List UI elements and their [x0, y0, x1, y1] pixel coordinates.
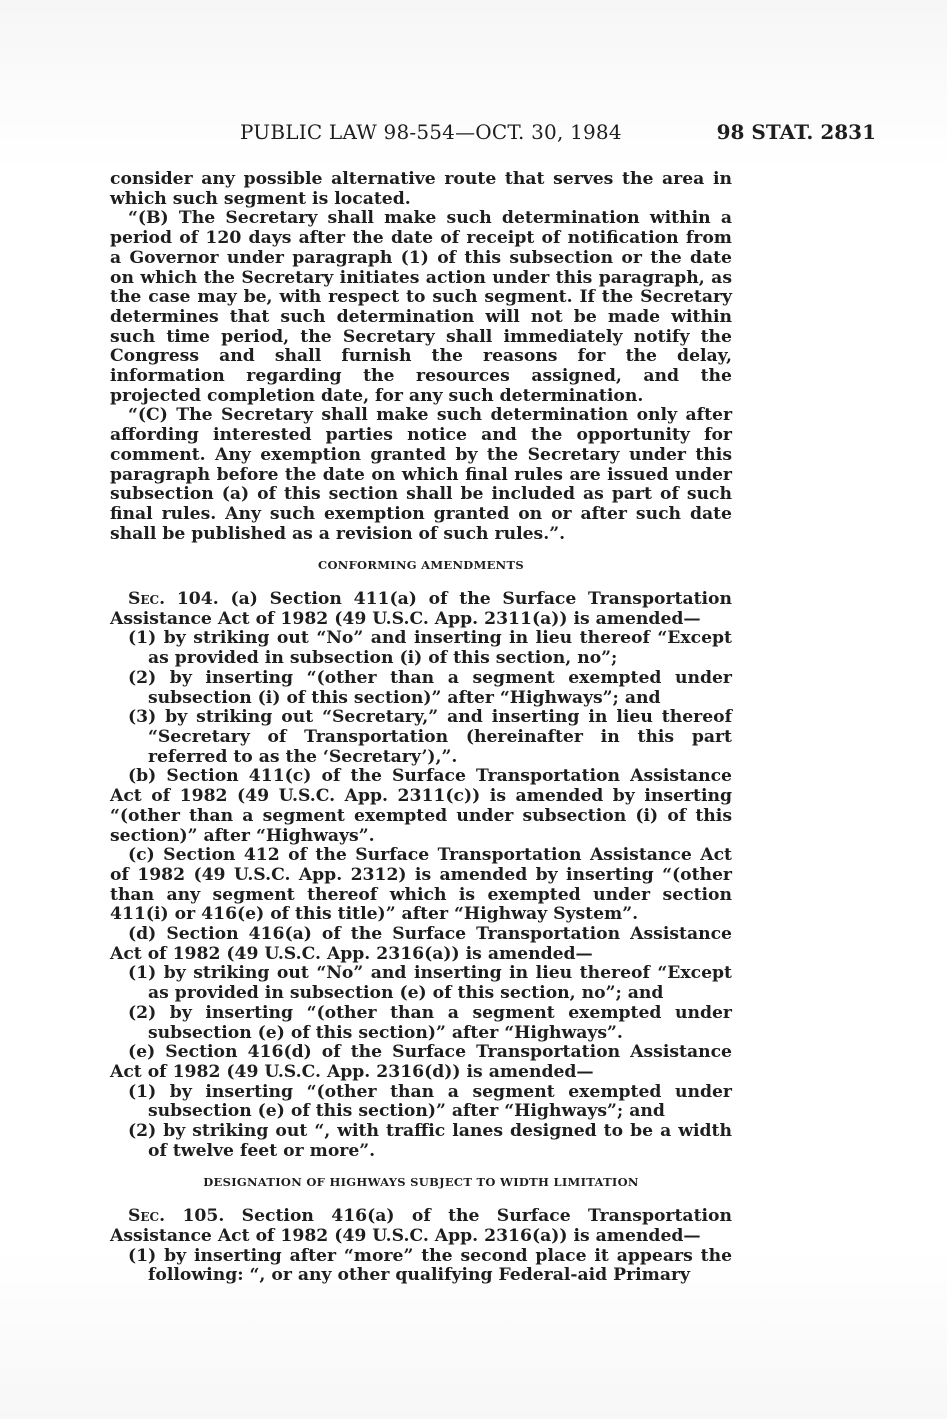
section-105-intro	[110, 1207, 732, 1246]
body-text	[110, 170, 732, 1286]
paragraph-c: “(C) The Secretary shall make such determination only after affording interested parties notice and the opportunity for comment. Any exemption granted by the Secretary under this paragraph before the date on which final rules are issued under subsection (a) of this section shall be included as part of such final rules. Any such exemption granted on or after such date shall be published as a revision of such rules.”.	[110, 405, 732, 544]
section-105-item: (1) by inserting after “more” the second place it appears the following: “, or any other qualifying Federal-aid Primary	[128, 1245, 732, 1286]
section-104-a-text: (a) Section 411(a) of the Surface Transportation Assistance Act of 1982 (49 U.S.C. App. 2311(a)) is amended—	[110, 589, 733, 629]
section-104-d-item: (2) by inserting “(other than a segment exempted under subsection (e) of this section)” after “Highways”.	[128, 1002, 732, 1043]
section-104-b: (b) Section 411(c) of the Surface Transportation Assistance Act of 1982 (49 U.S.C. App. 2311(c)) is amended by inserting “(other than a segment exempted under subsection (i) of this section)” after “Highways”.	[110, 766, 732, 846]
section-104-e: (e) Section 416(d) of the Surface Transportation Assistance Act of 1982 (49 U.S.C. App. 2316(d)) is amended—	[110, 1042, 732, 1082]
section-105-label: Sec. 105.	[128, 1206, 225, 1227]
running-head: PUBLIC LAW 98-554—OCT. 30, 1984	[240, 120, 622, 144]
section-104-heading: CONFORMING AMENDMENTS	[318, 558, 524, 573]
section-104-e-item: (1) by inserting “(other than a segment exempted under subsection (e) of this section)” after “Highways”; and	[128, 1081, 732, 1122]
paragraph-b: “(B) The Secretary shall make such determination within a period of 120 days after the date of receipt of notification from a Governor under paragraph (1) of this subsection or the date on which the Secretary initiates action under this paragraph, as the case may be, with respect to such segment. If the Secretary determines that such determination will not be made within such time period, the Secretary shall immediately notify the Congress and shall furnish the reasons for the delay, information regarding the resources assigned, and the projected completion date, for any such determination.	[110, 208, 732, 406]
stat-citation: 98 STAT. 2831	[716, 120, 876, 144]
section-104-d: (d) Section 416(a) of the Surface Transportation Assistance Act of 1982 (49 U.S.C. App. 2316(a)) is amended—	[110, 924, 732, 964]
section-104-a-item: (2) by inserting “(other than a segment exempted under subsection (i) of this section)” after “Highways”; and	[128, 667, 732, 708]
section-104-c: (c) Section 412 of the Surface Transportation Assistance Act of 1982 (49 U.S.C. App. 2312) is amended by inserting “(other than any segment thereof which is exempted under section 411(i) or 416(e) of this title)” after “Highway System”.	[110, 845, 732, 925]
section-104-d-item: (1) by striking out “No” and inserting in lieu thereof “Except as provided in subsection (e) of this section, no”; and	[128, 963, 732, 1004]
section-104-e-item: (2) by striking out “, with traffic lanes designed to be a width of twelve feet or more”.	[128, 1121, 732, 1161]
section-104-label: Sec. 104.	[128, 589, 219, 610]
section-104-a-item: (1) by striking out “No” and inserting in lieu thereof “Except as provided in subsection (i) of this section, no”;	[128, 628, 732, 669]
section-105-heading: DESIGNATION OF HIGHWAYS SUBJECT TO WIDTH LIMITATION	[203, 1175, 639, 1190]
paragraph-continuation: consider any possible alternative route that serves the area in which such segment is located.	[110, 169, 732, 209]
section-105-text: Section 416(a) of the Surface Transportation Assistance Act of 1982 (49 U.S.C. App. 2316(a)) is amended—	[110, 1206, 732, 1246]
section-104-a-item: (3) by striking out “Secretary,” and inserting in lieu thereof “Secretary of Transportation (hereinafter in this part referred to as the ‘Secretary’),”.	[128, 707, 732, 767]
page-header	[0, 120, 947, 150]
section-104-intro	[110, 590, 732, 629]
